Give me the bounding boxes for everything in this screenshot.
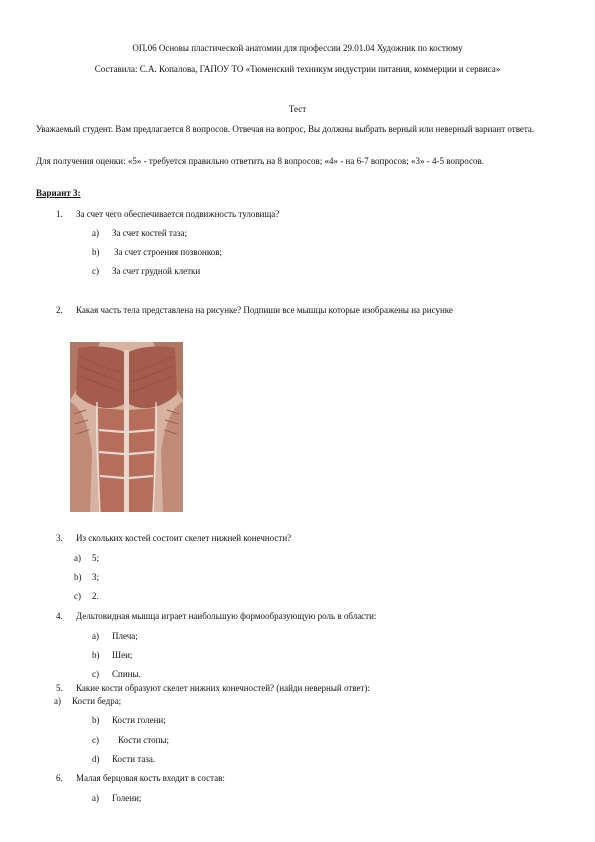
author-line: Составила: С.А. Копалова, ГАПОУ ТО «Тюменский техникум индустрии питания, коммерции и сервиса» — [94, 64, 501, 74]
option-text: 5; — [92, 553, 100, 563]
option-letter: a) — [54, 696, 61, 706]
option-text: Кости бедра; — [72, 696, 122, 706]
option-letter: a) — [92, 228, 99, 238]
option-text: За счет строения позвонков; — [114, 247, 222, 257]
torso-muscles-image — [70, 342, 183, 512]
question-text: Из скольких костей состоит скелет нижней конечности? — [76, 533, 292, 543]
question-number: 1. — [56, 209, 63, 219]
option-text: За счет грудной клетки — [112, 266, 201, 276]
option-text: Голени; — [112, 793, 142, 803]
option-letter: c) — [92, 735, 99, 745]
option-text: 3; — [92, 572, 100, 582]
option-letter: a) — [92, 793, 99, 803]
question-text: Малая берцовая кость входит в состав: — [76, 773, 225, 783]
option-text: Кости стопы; — [118, 735, 169, 745]
option-text: За счет костей таза; — [112, 228, 187, 238]
question-number: 5. — [56, 683, 63, 693]
option-letter: a) — [74, 553, 81, 563]
option-letter: d) — [92, 754, 100, 764]
intro-paragraph-2: Для получения оценки: «5» - требуется правильно ответить на 8 вопросов; «4» - на 6-7 вопросов; «3» - 4-5 вопросов. — [36, 156, 485, 166]
option-letter: c) — [74, 591, 81, 601]
option-text: Шеи; — [112, 650, 133, 660]
page-title: Тест — [288, 104, 307, 114]
option-letter: a) — [92, 631, 99, 641]
intro-paragraph-1: Уважаемый студент. Вам предлагается 8 вопросов. Отвечая на вопрос, Вы должны выбрать верный или неверный вариант ответа. — [36, 124, 535, 134]
option-text: Кости таза. — [112, 754, 156, 764]
option-text: 2. — [92, 591, 99, 601]
option-letter: b) — [92, 715, 100, 725]
question-text: Какая часть тела представлена на рисунке? Подпиши все мышцы которые изображены на рисунке — [76, 305, 453, 315]
option-text: Кости голени; — [112, 715, 166, 725]
question-number: 2. — [56, 305, 63, 315]
question-text: Какие кости образуют скелет нижних конечностей? (найди неверный ответ): — [76, 683, 370, 693]
option-letter: c) — [92, 266, 99, 276]
question-text: За счет чего обеспечивается подвижность туловища? — [76, 209, 280, 219]
option-text: Спины. — [112, 669, 141, 679]
question-number: 6. — [56, 773, 63, 783]
option-text: Плеча; — [112, 631, 138, 641]
question-number: 3. — [56, 533, 63, 543]
option-letter: b) — [92, 247, 100, 257]
option-letter: b) — [92, 650, 100, 660]
option-letter: c) — [92, 669, 99, 679]
question-text: Дельтовидная мышца играет наибольшую формообразующую роль в области: — [76, 611, 377, 621]
option-letter: b) — [74, 572, 82, 582]
question-number: 4. — [56, 611, 63, 621]
course-title: ОП.06 Основы пластической анатомии для профессии 29.01.04 Художник по костюму — [132, 43, 463, 53]
variant-heading: Вариант 3: — [36, 188, 81, 198]
